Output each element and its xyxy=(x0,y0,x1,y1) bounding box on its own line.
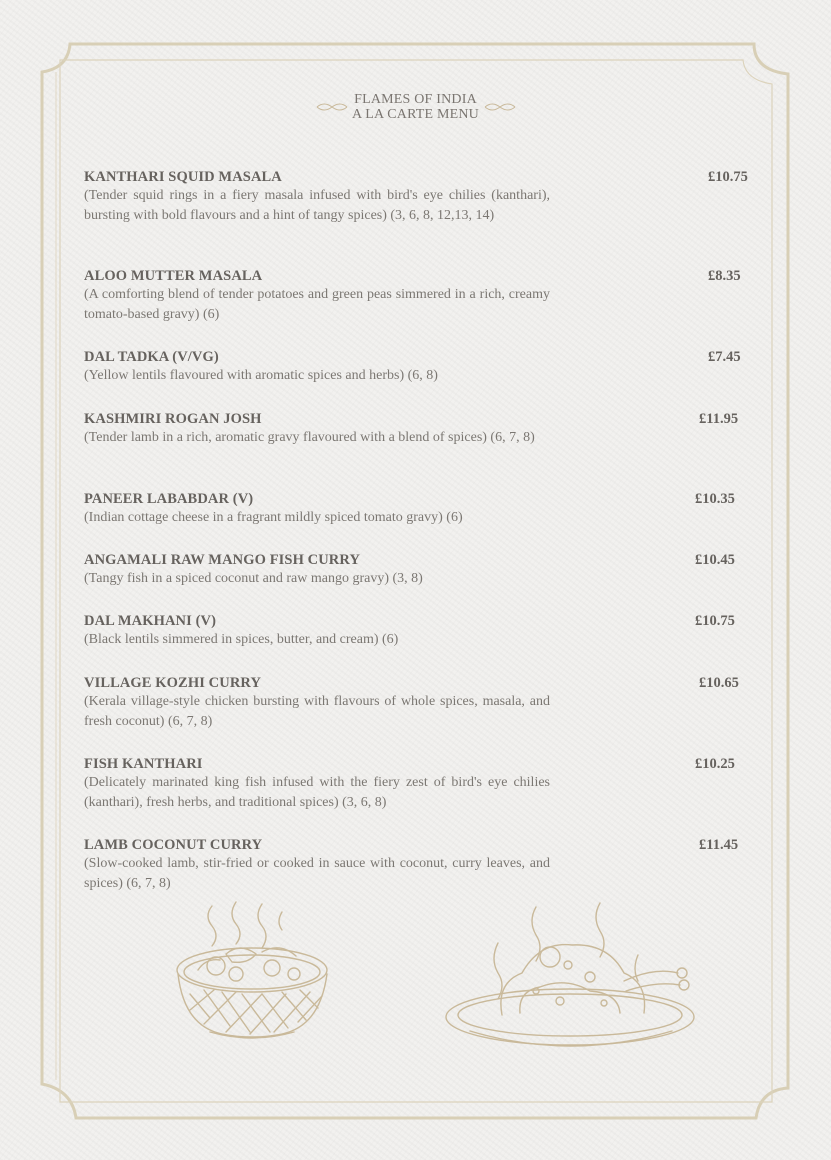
item-price: £10.35 xyxy=(695,491,735,507)
item-description: (Black lentils simmered in spices, butter, and cream) (6) xyxy=(84,632,399,647)
item-description: (Tender lamb in a rich, aromatic gravy flavoured with a blend of spices) (6, 7, 8) xyxy=(84,430,535,445)
item-description: (Tender squid rings in a fiery masala infused with bird's eye chilies (kanthari), bursting with bold flavours and a hint of tangy spices) (3, 6, 8, 12,13, 14) xyxy=(84,188,550,223)
item-name: ANGAMALI RAW MANGO FISH CURRY xyxy=(84,552,361,568)
item-price: £11.95 xyxy=(699,411,739,427)
item-name: KASHMIRI ROGAN JOSH xyxy=(84,411,262,427)
menu-item xyxy=(84,267,754,324)
menu-item xyxy=(84,410,754,448)
menu-item xyxy=(84,836,754,893)
item-name: KANTHARI SQUID MASALA xyxy=(84,169,282,185)
item-name: FISH KANTHARI xyxy=(84,756,203,772)
item-price: £8.35 xyxy=(708,268,741,284)
item-description: (A comforting blend of tender potatoes and green peas simmered in a rich, creamy tomato-based gravy) (6) xyxy=(84,287,550,322)
item-price: £10.65 xyxy=(699,675,739,691)
menu-item xyxy=(84,755,754,812)
menu-item xyxy=(84,168,754,225)
item-name: DAL TADKA (V/VG) xyxy=(84,349,219,365)
item-price: £10.25 xyxy=(695,756,735,772)
menu-item xyxy=(84,674,754,731)
item-description: (Slow-cooked lamb, stir-fried or cooked in sauce with coconut, curry leaves, and spices) (6, 7, 8) xyxy=(84,856,550,891)
menu-item xyxy=(84,490,754,528)
item-description: (Yellow lentils flavoured with aromatic spices and herbs) (6, 8) xyxy=(84,368,438,383)
header-ornament-right-icon xyxy=(484,100,516,114)
item-description: (Indian cottage cheese in a fragrant mildly spiced tomato gravy) (6) xyxy=(84,510,463,525)
item-price: £10.75 xyxy=(695,613,735,629)
item-price: £10.45 xyxy=(695,552,735,568)
plated-dish-icon xyxy=(440,895,702,1055)
menu-item xyxy=(84,551,754,589)
item-name: LAMB COCONUT CURRY xyxy=(84,837,263,853)
curry-pot-icon xyxy=(170,898,340,1048)
menu-header xyxy=(0,92,831,122)
item-price: £7.45 xyxy=(708,349,741,365)
menu-item xyxy=(84,612,754,650)
menu-item xyxy=(84,348,754,386)
item-price: £11.45 xyxy=(699,837,739,853)
header-ornament-left-icon xyxy=(316,100,348,114)
item-name: VILLAGE KOZHI CURRY xyxy=(84,675,262,691)
menu-title: A LA CARTE MENU xyxy=(352,107,479,122)
restaurant-name: FLAMES OF INDIA xyxy=(354,92,477,107)
item-description: (Tangy fish in a spiced coconut and raw mango gravy) (3, 8) xyxy=(84,571,423,586)
item-description: (Delicately marinated king fish infused with the fiery zest of bird's eye chilies (kanthari), fresh herbs, and traditional spices) (3, 6, 8) xyxy=(84,775,550,810)
item-name: DAL MAKHANI (V) xyxy=(84,613,216,629)
item-description: (Kerala village-style chicken bursting with flavours of whole spices, masala, and fresh coconut) (6, 7, 8) xyxy=(84,694,550,729)
item-price: £10.75 xyxy=(708,169,748,185)
item-name: PANEER LABABDAR (V) xyxy=(84,491,254,507)
item-name: ALOO MUTTER MASALA xyxy=(84,268,263,284)
